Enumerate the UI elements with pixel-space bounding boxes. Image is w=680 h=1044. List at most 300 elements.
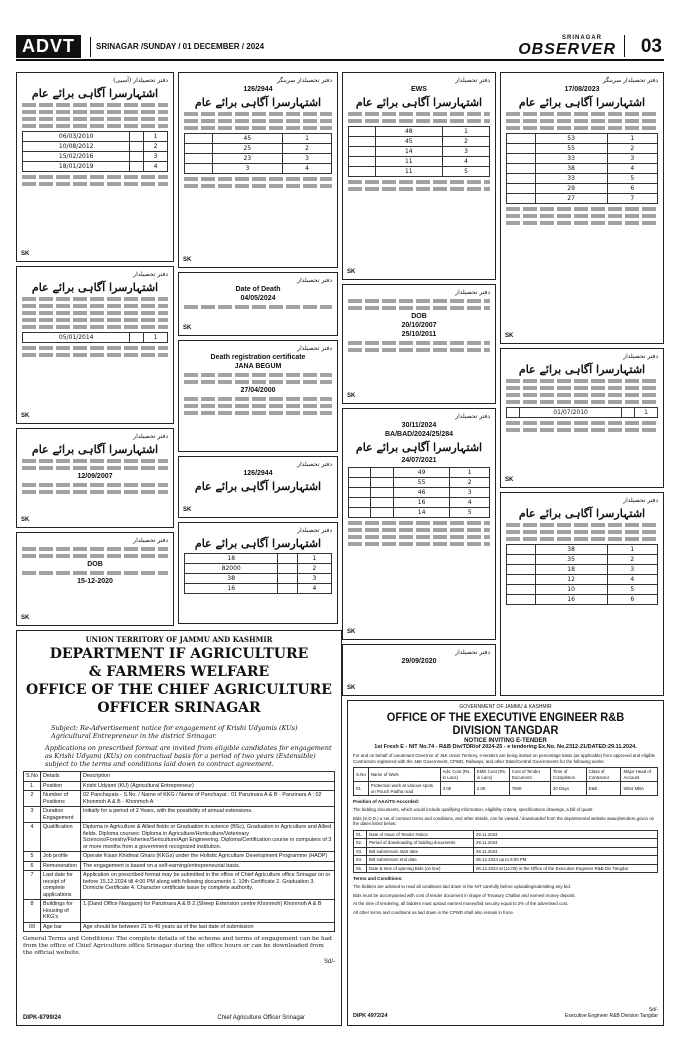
agriculture-notice	[16, 630, 342, 1026]
table-header: S.No	[354, 768, 369, 782]
table-cell	[130, 152, 144, 162]
table-header: Adv. Cost (Rs. in Lacs)	[440, 768, 474, 782]
table-cell	[349, 127, 376, 137]
table-cell	[507, 555, 536, 565]
table-cell: 38	[535, 164, 607, 174]
rb-sign: Executive Engineer R&B Division Tangdar	[564, 1013, 658, 1019]
table-cell: 3.05	[440, 782, 474, 796]
table-cell: 02.	[354, 839, 367, 848]
table-row	[24, 900, 335, 923]
table-cell: Position	[40, 781, 80, 791]
notice-header: دفتر تحصیلدار	[297, 345, 332, 352]
table-cell: Number of Positions	[40, 791, 80, 807]
notice-body-lines	[184, 177, 332, 188]
table-cell: 06/03/2010	[23, 132, 130, 142]
notice-date: 12/09/2007	[77, 473, 113, 480]
urdu-notice-2	[178, 72, 338, 268]
table-cell: 02 Panchayats - S.No. / Name of KKG / Name of Panchayat : 01 Panzinara A & B - Panzinara A ; 02 Khonmoh A & B - Khonmoh A	[80, 791, 334, 807]
notice-header: دفتر تحصیلدار	[455, 77, 490, 84]
table-cell: Diploma in Agriculture & Allied fields or Graduation in science (BSc), Graduation in Agriculture and Allied fields. Diploma courses: Diploma in Agriculture/Horticulture/Veterinary Sciences/Forestry/Fisheries/Sericulture/Agri Engineering. Diploma/Certification course in computers of 3 or more months from a government recognized institution.	[80, 823, 334, 852]
urdu-notice-6	[178, 272, 338, 336]
notice-ref: Date of Death	[235, 286, 281, 293]
table-cell: 5	[607, 585, 657, 595]
notice-body-lines	[22, 571, 168, 575]
table-cell	[507, 575, 536, 585]
table-cell: 2	[24, 791, 41, 807]
table-cell: 05/01/2014	[23, 333, 130, 343]
dateline: SRINAGAR /SUNDAY / 01 DECEMBER / 2024	[96, 42, 265, 51]
notice-table	[348, 126, 490, 177]
notice-title: اشتہارسرا آگاہی برائے عام	[194, 537, 322, 550]
notice-body-lines	[184, 397, 332, 415]
table-cell: Duration Engagement	[40, 807, 80, 823]
rb-office-title: OFFICE OF THE EXECUTIVE ENGINEER R&B DIVISION TANGDAR	[386, 710, 625, 737]
notice-table	[348, 467, 490, 518]
notice-body-lines	[184, 373, 332, 384]
notice-ref: 126/2944	[243, 470, 273, 477]
table-cell: 5	[442, 167, 489, 177]
table-cell: 1	[607, 134, 657, 144]
table-cell: Operate Kisan Khidmat Ghars (KKGs) under the Holistic Agriculture Development Programme (HADP)	[80, 852, 334, 862]
urdu-notice-14	[16, 532, 174, 626]
notice-body-lines	[348, 341, 490, 352]
notice-date: 25/10/2011	[401, 331, 437, 338]
table-cell	[130, 142, 144, 152]
notice-title: Death registration certificate	[210, 354, 306, 361]
table-row	[24, 781, 335, 791]
notice-sk-mark: SK	[505, 333, 514, 339]
table-cell	[507, 174, 536, 184]
table-cell: 4	[24, 823, 41, 852]
table-cell: 8	[24, 900, 41, 923]
table-cell: 18	[535, 565, 607, 575]
notice-header: دفتر تحصیلدار سرینگر	[276, 77, 332, 84]
rb-intro: For and on behalf of Lieutenant Governor of J&K Union Territory, e-tenders are being invited on percentage basis (as applicable) from approved and eligible Contractors registered with the J&K Government, CPWD, Railways, and other State/Central Governments for the following works:	[353, 753, 655, 764]
rb-nit-number: 1st Fresh E - NIT No.74 - R&B Div/TDR/of 2024-25 - e tendering Ex.No. No.2312-21/DATED:29.11.2024.	[374, 744, 637, 750]
notice-sk-mark: SK	[505, 477, 514, 483]
agri-dept-line-2: & FARMERS WELFARE	[88, 664, 270, 680]
table-cell: Description	[80, 772, 334, 782]
notice-body-lines	[22, 483, 168, 494]
notice-body-lines	[22, 459, 168, 470]
table-cell: 10/08/2012	[23, 142, 130, 152]
notice-sk-mark: SK	[347, 393, 356, 399]
table-cell: 53	[535, 134, 607, 144]
table-cell: 5	[607, 174, 657, 184]
notice-sk-mark: SK	[347, 685, 356, 691]
notice-ref: 126/2944	[243, 86, 273, 93]
table-cell: 38	[185, 574, 278, 584]
notice-ref: 17/08/2023	[564, 86, 600, 93]
notice-header: دفتر تحصیلدار	[297, 527, 332, 534]
agri-subject: Subject: Re-Advertisement notice for engagement of Krishi Udyamis (KUs) Agricultural Entrepreneur in the district Srinagar.	[51, 724, 298, 740]
table-header: Time of Completion	[550, 768, 586, 782]
notice-title: اشتہارسرا آگاہی برائے عام	[194, 96, 322, 109]
urdu-notice-10	[16, 428, 174, 528]
notice-sk-mark: SK	[21, 413, 30, 419]
table-cell: 1.(Dand Office Nasgaon) for Panzinara A & B 2.(Sheep Extension centre Khonmoh) Khonmoh A & B	[80, 900, 334, 923]
table-cell: 10	[535, 585, 607, 595]
table-cell: 48	[375, 127, 442, 137]
table-cell: 27	[535, 194, 607, 204]
rb-sd: Sd/-	[648, 1007, 658, 1013]
table-cell: 5054 MBA	[621, 782, 658, 796]
table-cell: 55	[393, 478, 450, 488]
table-cell	[185, 144, 213, 154]
table-cell: 6	[607, 184, 657, 194]
urdu-notice-3	[342, 72, 496, 280]
table-cell: 49	[393, 468, 450, 478]
table-cell	[278, 564, 297, 574]
table-cell: 6	[607, 595, 657, 605]
urdu-notice-7	[342, 284, 496, 404]
urdu-notice-13	[178, 522, 338, 624]
notice-title: اشتہارسرا آگاہی برائے عام	[31, 443, 159, 456]
table-cell	[622, 408, 635, 418]
table-cell: 4	[607, 575, 657, 585]
rb-term-2: Bids must be accompanied with cost of tender document in shape of Treasury Challan and earnest money deposit.	[353, 892, 576, 898]
table-cell: 7500	[509, 782, 550, 796]
notice-title: اشتہارسرا آگاہی برائے عام	[31, 87, 159, 100]
table-header: Cost of Tender Document	[509, 768, 550, 782]
notice-title: اشتہارسرا آگاہی برائے عام	[31, 281, 159, 294]
agri-intro: Applications on prescribed format are invited from eligible candidates for engagement as Krishi Udyami (KUs) on contractual basis for a period of two years (Extensible) subject to the terms and conditions laid down to contract agreement.	[45, 744, 332, 768]
notice-header: دفتر تحصیلدار	[455, 289, 490, 296]
table-row	[354, 864, 658, 873]
table-cell: 4	[450, 498, 490, 508]
table-cell: 4	[282, 164, 331, 174]
table-cell: 1	[144, 132, 168, 142]
table-cell: 1	[282, 134, 331, 144]
table-row	[24, 871, 335, 900]
rb-point-1: The bidding documents, which would include qualifying information, eligibility criteria, specifications drawings, a bill of quant	[353, 807, 593, 812]
rb-works-table	[353, 767, 658, 796]
table-cell: Application on prescribed format may be submitted in the office of Chief Agriculture office Srinagar on or before 15.12.2024 till 4:00 PM along with following documents 1. 10th Certificate 2. Graduation 3. Domicile Certificate 4. Character certificate issue by complete authority.	[80, 871, 334, 900]
table-cell: 1	[442, 127, 489, 137]
table-cell: 2	[144, 142, 168, 152]
notice-header: دفتر تحصیلدار	[133, 433, 168, 440]
notice-body-lines	[506, 379, 658, 404]
table-header: Class of Contractor	[586, 768, 621, 782]
table-cell: 2	[442, 137, 489, 147]
notice-body-lines	[506, 207, 658, 225]
notice-sk-mark: SK	[21, 251, 30, 257]
table-cell: 03.	[354, 847, 367, 856]
table-cell	[349, 498, 371, 508]
table-cell: Age bar	[40, 922, 80, 932]
table-row	[354, 839, 658, 848]
table-cell: 4	[297, 584, 331, 594]
table-cell: Bid submission start date	[366, 847, 473, 856]
table-cell: 2.00	[474, 782, 509, 796]
table-cell: Qualification	[40, 823, 80, 852]
urdu-notice-11	[342, 408, 496, 640]
table-cell: 1	[607, 545, 657, 555]
table-cell	[507, 545, 536, 555]
urdu-notice-9	[178, 340, 338, 452]
table-cell: 82000	[185, 564, 278, 574]
table-cell: 38	[535, 545, 607, 555]
notice-header: دفتر تحصیلدار (آسپی)	[113, 77, 168, 84]
rb-tender-notice	[347, 700, 664, 1026]
notice-date: 30/11/2024	[401, 422, 437, 429]
table-cell: 20 Days	[550, 782, 586, 796]
notice-ref: DOB	[87, 561, 103, 568]
table-cell	[349, 508, 371, 518]
table-cell: 2	[607, 144, 657, 154]
notice-body-lines	[22, 547, 168, 558]
table-cell: Bid submission end date	[366, 856, 473, 865]
table-cell	[349, 488, 371, 498]
table-cell	[185, 164, 213, 174]
table-cell: Date & time of opening Bids (on line)	[366, 864, 473, 873]
table-cell	[278, 574, 297, 584]
urdu-notice-4	[500, 72, 664, 344]
notice-title: اشتہارسرا آگاہی برائے عام	[355, 441, 483, 454]
table-cell	[130, 162, 144, 172]
rb-term-4: All other terms and conditions as laid down in the CPWD shall also remain in force.	[353, 909, 515, 915]
table-cell: 01/07/2010	[519, 408, 621, 418]
table-cell: 2	[450, 478, 490, 488]
table-cell: 11	[375, 157, 442, 167]
table-cell	[507, 585, 536, 595]
notice-sk-mark: SK	[183, 325, 192, 331]
rb-point-2: Bids (S.D.D.) a set of contract terms and conditions, and other details, can be viewed / downloaded from the departmental website www.jktenders.gov.in on the dates listed below:	[353, 815, 655, 826]
table-cell: 29.11.2024	[473, 847, 657, 856]
agri-footer: General Terms and Conditions: The complete details of the scheme and terms of engagement can be had from the office of Chief Agriculture office Srinagar during the office hours or can be downloaded from the official website.	[23, 936, 332, 956]
logo-city: SRINAGAR	[561, 35, 602, 41]
table-cell: 29	[535, 184, 607, 194]
notice-body-lines	[348, 112, 490, 123]
table-cell	[371, 498, 393, 508]
notice-body-lines	[348, 299, 490, 310]
agri-dept-line-4: OFFICER SRINAGAR	[97, 700, 261, 716]
notice-ref: DOB	[411, 313, 427, 320]
notice-table	[22, 332, 168, 343]
urdu-notice-12	[178, 456, 338, 518]
table-cell	[349, 167, 376, 177]
table-cell: 06.12.2024 at (11:00) in the Office of the Executive Engineer R&B Div Tangdar	[473, 864, 657, 873]
table-cell	[349, 137, 376, 147]
table-cell	[507, 144, 536, 154]
urdu-notice-1	[16, 72, 174, 262]
table-cell	[507, 595, 536, 605]
table-cell	[507, 134, 536, 144]
table-cell: 35	[535, 555, 607, 565]
table-row	[24, 852, 335, 862]
notice-header: دفتر تحصیلدار	[133, 271, 168, 278]
notice-sk-mark: SK	[21, 517, 30, 523]
table-cell: 06.12.2024 up to 6:00 PM	[473, 856, 657, 865]
notice-body-lines	[22, 175, 168, 186]
table-header-row	[354, 768, 658, 782]
notice-date: 24/07/2021	[401, 457, 437, 464]
table-cell: 3	[442, 147, 489, 157]
table-row	[24, 861, 335, 871]
table-row	[24, 807, 335, 823]
table-cell: 29.11.2024	[473, 830, 657, 839]
notice-header: دفتر تحصیلدار	[297, 461, 332, 468]
urdu-notice-16	[500, 492, 664, 696]
rb-signatory	[565, 1007, 658, 1019]
notice-title: اشتہارسرا آگاہی برائے عام	[194, 480, 322, 493]
table-cell: 1.	[24, 781, 41, 791]
table-cell	[507, 194, 536, 204]
table-cell: 3	[282, 154, 331, 164]
table-cell: 25	[212, 144, 282, 154]
table-cell: E&E	[586, 782, 621, 796]
table-row	[354, 830, 658, 839]
table-cell: 33	[535, 174, 607, 184]
notice-body-lines	[506, 112, 658, 130]
notice-header: دفتر تحصیلدار	[133, 537, 168, 544]
notice-title: اشتہارسرا آگاہی برائے عام	[518, 507, 646, 520]
notice-title: اشتہارسرا آگاہی برائے عام	[355, 96, 483, 109]
table-header: EMD Cost (Rs. in Lacs)	[474, 768, 509, 782]
notice-table	[22, 131, 168, 172]
table-cell: Details	[40, 772, 80, 782]
section-label: ADVT	[16, 35, 81, 58]
notice-header: دفتر تحصیلدار	[623, 353, 658, 360]
table-cell: 16	[185, 584, 278, 594]
notice-ref: EWS	[411, 86, 427, 93]
table-cell: 09	[24, 922, 41, 932]
table-cell: 4	[442, 157, 489, 167]
notice-header: دفتر تحصیلدار	[455, 413, 490, 420]
notice-body-lines	[184, 112, 332, 130]
notice-ref: BA/BAD/2024/25/284	[384, 431, 454, 438]
rb-term-3: At the time of tendering, all bidders must upload earnest money/bid security equal to 2% of the advertised cost.	[353, 901, 569, 906]
rb-nit-title: NOTICE INVITING E-TENDER	[464, 738, 547, 744]
table-cell: 14	[393, 508, 450, 518]
notice-name: JANA BEGUM	[234, 363, 282, 370]
table-cell	[507, 184, 536, 194]
table-cell: 2	[607, 555, 657, 565]
table-cell: 3	[212, 164, 282, 174]
table-cell: 3	[297, 574, 331, 584]
table-cell: 6	[24, 861, 41, 871]
rb-gov-heading: GOVERNMENT OF JAMMU & KASHMIR	[459, 704, 552, 710]
table-cell: Krishi Udyami (KU) (Agricultural Entrepreneur)	[80, 781, 334, 791]
table-cell: Initially for a period of 2 Years, with the possibility of annual extensions.	[80, 807, 334, 823]
notice-body-lines	[506, 523, 658, 541]
table-cell: 01	[354, 782, 369, 796]
table-cell: 11	[375, 167, 442, 177]
table-cell	[507, 154, 536, 164]
notice-body-lines	[184, 305, 332, 309]
notice-sk-mark: SK	[347, 269, 356, 275]
table-cell	[278, 554, 297, 564]
notice-date: 27/04/2000	[240, 387, 276, 394]
table-cell	[371, 478, 393, 488]
table-cell: 4	[607, 164, 657, 174]
agri-sd: Sd/-	[323, 959, 335, 965]
table-row	[354, 782, 658, 796]
masthead-divider	[90, 37, 91, 57]
table-cell: 33	[535, 154, 607, 164]
notice-date: 20/10/2007	[401, 322, 437, 329]
notice-title: اشتہارسرا آگاہی برائے عام	[518, 96, 646, 109]
table-cell: The engagement is based on a self-earning/entrepreneurial basis.	[80, 861, 334, 871]
agri-dipr-number: DIPK-8799/24	[23, 1015, 62, 1021]
notice-sk-mark: SK	[183, 507, 192, 513]
table-cell: Age should be between 21 to 45 years as of the last date of submission	[80, 922, 334, 932]
notice-header: دفتر تحصیلدار	[623, 497, 658, 504]
notice-header: دفتر تحصیلدار	[297, 277, 332, 284]
agri-dept-line-3: OFFICE OF THE CHIEF AGRICULTURE	[26, 682, 332, 698]
table-cell: 18/01/2019	[23, 162, 130, 172]
notice-table	[184, 133, 332, 174]
newspaper-logo: OBSERVER	[518, 41, 616, 58]
table-cell: 05.	[354, 864, 367, 873]
table-cell: 5	[24, 852, 41, 862]
table-cell: Last date for receipt of complete applications	[40, 871, 80, 900]
table-cell: 3	[144, 152, 168, 162]
agri-dept-line-1: DEPARTMENT IF AGRICULTURE	[49, 646, 309, 662]
rb-position-title: Position of AAA/TS-Accorded:	[353, 799, 420, 804]
table-cell: 15/02/2016	[23, 152, 130, 162]
table-cell	[507, 565, 536, 575]
table-cell	[185, 154, 213, 164]
table-cell: 1	[635, 408, 658, 418]
notice-table	[506, 407, 658, 418]
urdu-notice-15	[342, 644, 496, 696]
notice-body-lines	[22, 297, 168, 329]
notice-sk-mark: SK	[21, 615, 30, 621]
notice-date: 29/09/2020	[401, 658, 437, 665]
table-cell	[349, 157, 376, 167]
notice-table	[184, 553, 332, 594]
rb-dates-table	[353, 830, 658, 874]
table-cell: 46	[393, 488, 450, 498]
table-row	[24, 823, 335, 852]
page-number: 03	[640, 36, 662, 57]
table-row	[354, 847, 658, 856]
notice-sk-mark: SK	[347, 629, 356, 635]
table-cell	[371, 508, 393, 518]
notice-body-lines	[506, 421, 658, 432]
table-cell: 2	[297, 564, 331, 574]
table-cell: 12	[535, 575, 607, 585]
table-row	[24, 922, 335, 932]
table-cell: 04.	[354, 856, 367, 865]
table-header: Major Head of Account	[621, 768, 658, 782]
masthead	[16, 33, 664, 61]
table-cell: 45	[375, 137, 442, 147]
table-cell: 14	[375, 147, 442, 157]
table-cell: 16	[393, 498, 450, 508]
table-cell: S.No	[24, 772, 41, 782]
table-cell: 3	[24, 807, 41, 823]
table-cell: 3	[607, 565, 657, 575]
table-cell: 4	[144, 162, 168, 172]
table-cell	[278, 584, 297, 594]
notice-body-lines	[348, 180, 490, 191]
agri-signatory: Chief Agriculture Officer Srinagar	[217, 1015, 305, 1021]
table-cell	[507, 164, 536, 174]
table-cell: Period of downloading of bidding documents	[366, 839, 473, 848]
table-cell: 1	[450, 468, 490, 478]
urdu-notice-8	[500, 348, 664, 488]
notice-body-lines	[348, 521, 490, 546]
table-row	[24, 772, 335, 782]
table-cell: 7	[24, 871, 41, 900]
table-header: Name of Work	[368, 768, 440, 782]
notice-header: دفتر تحصیلدار سرینگر	[602, 77, 658, 84]
table-cell: 01.	[354, 830, 367, 839]
table-cell	[349, 478, 371, 488]
rb-term-1: The bidders are advised to read all conditions laid down in the NIT carefully before uploading/submitting any bid.	[353, 884, 571, 889]
